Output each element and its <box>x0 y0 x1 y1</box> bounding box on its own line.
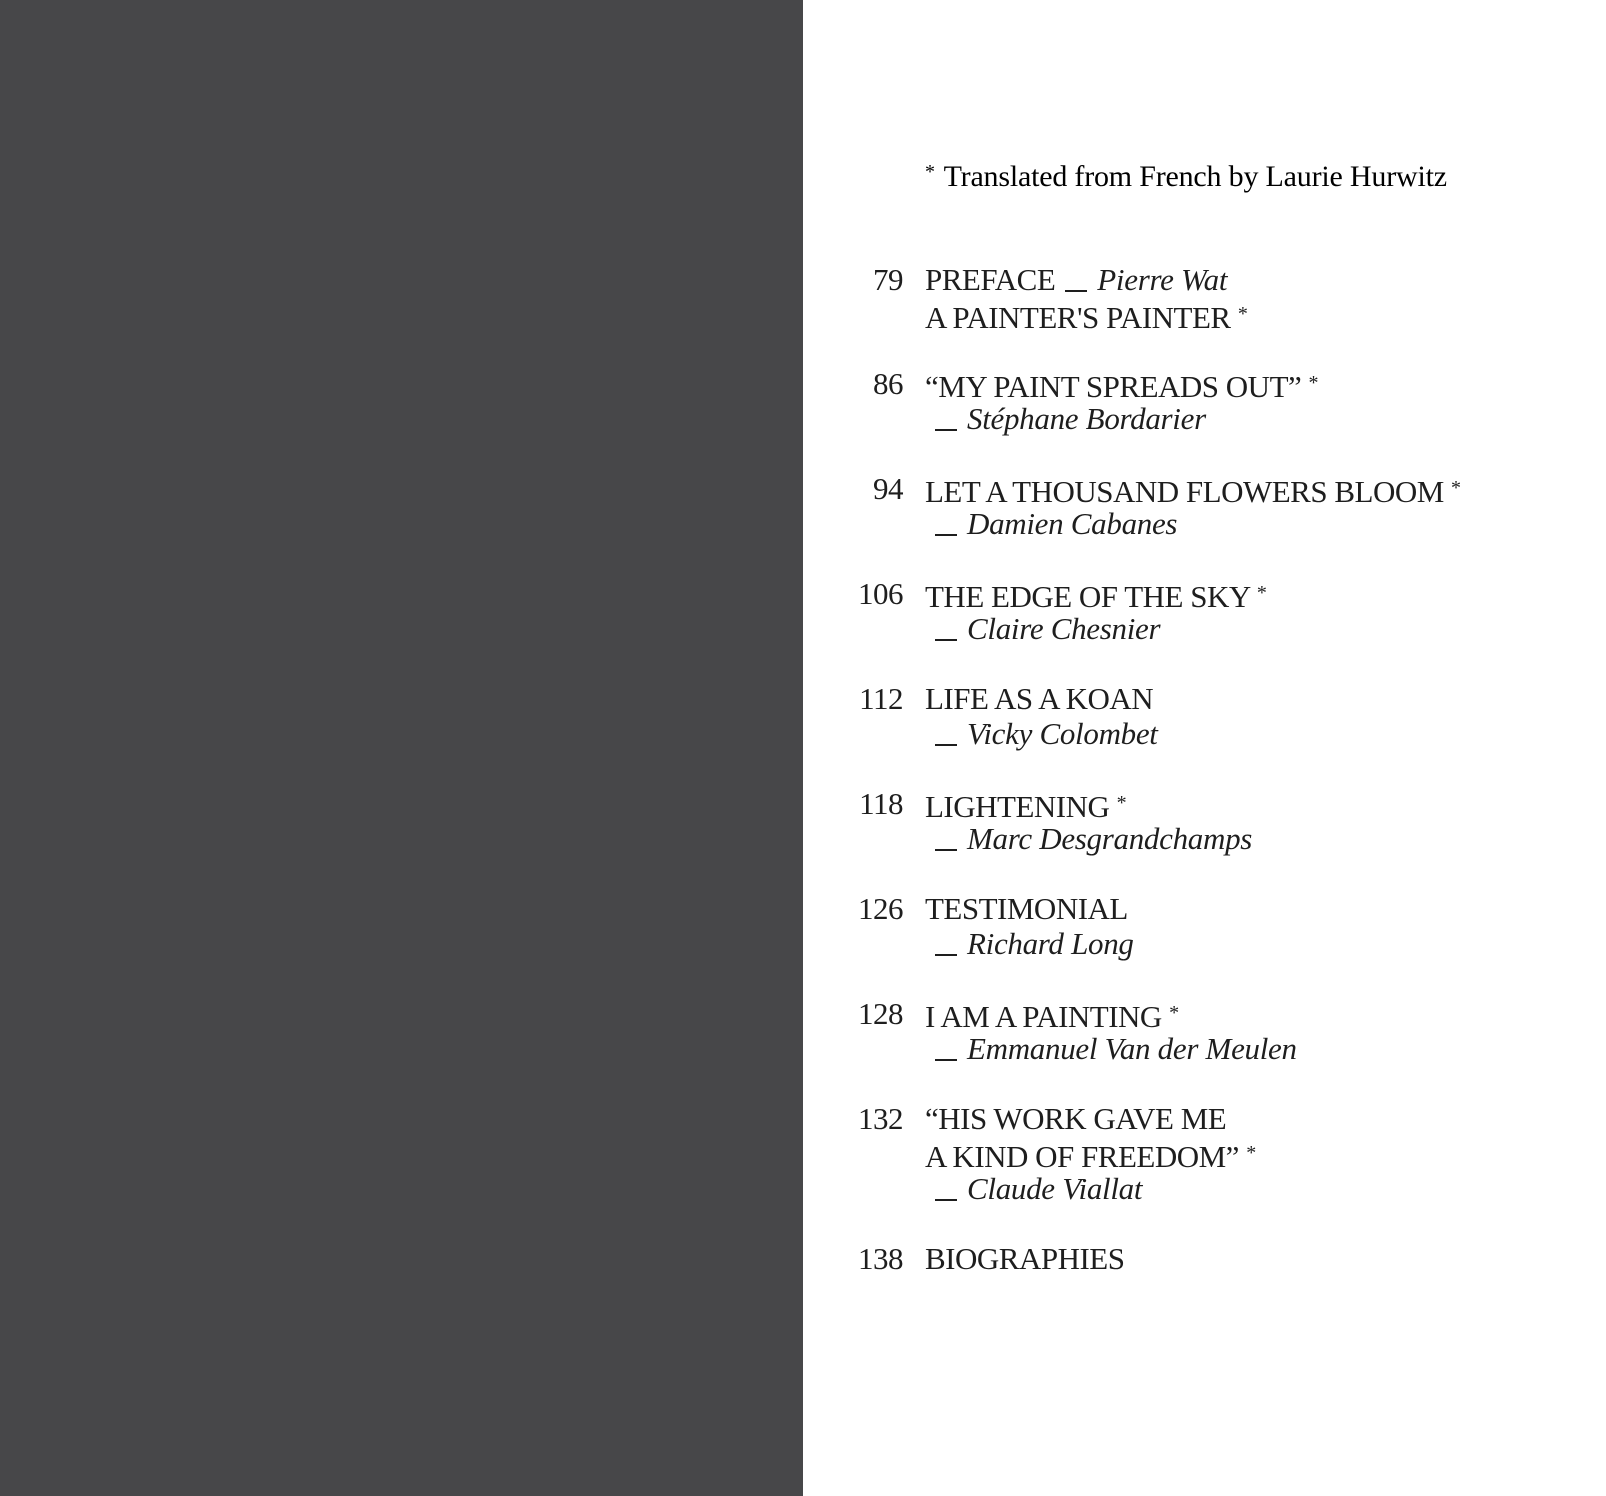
page-number: 86 <box>873 366 903 401</box>
title-line <box>925 297 1248 335</box>
title-line <box>925 681 1158 716</box>
asterisk-icon: * <box>925 161 935 183</box>
page-number: 126 <box>858 891 903 926</box>
asterisk-icon: * <box>1451 477 1461 499</box>
title-line <box>925 891 1134 926</box>
dash-icon <box>935 1059 957 1061</box>
page-number: 132 <box>858 1101 903 1136</box>
author-line <box>925 611 1266 646</box>
dash-icon <box>935 1199 957 1201</box>
entry-title: TESTIMONIAL <box>925 891 1128 926</box>
entry-title: LIFE AS A KOAN <box>925 681 1154 716</box>
title-line <box>925 1136 1256 1174</box>
author-line <box>925 1171 1256 1206</box>
entry-title: A KIND OF FREEDOM” <box>925 1139 1239 1174</box>
title-line <box>925 1241 1124 1276</box>
entry-author: Pierre Wat <box>1097 262 1228 297</box>
entry-author: Richard Long <box>967 926 1134 961</box>
page-number: 112 <box>859 681 903 716</box>
title-line <box>925 471 1461 509</box>
page-number: 106 <box>858 576 903 611</box>
dash-icon <box>935 849 957 851</box>
entry-author: Stéphane Bordarier <box>967 401 1206 436</box>
page-number: 79 <box>873 262 903 297</box>
page-number: 128 <box>858 996 903 1031</box>
dash-icon <box>935 534 957 536</box>
entry-author: Emmanuel Van der Meulen <box>967 1031 1297 1066</box>
entry-author: Marc Desgrandchamps <box>967 821 1253 856</box>
entry-title: “HIS WORK GAVE ME <box>925 1101 1227 1136</box>
entry-title: I AM A PAINTING <box>925 999 1162 1034</box>
author-line <box>925 926 1134 961</box>
asterisk-icon: * <box>1256 582 1267 604</box>
author-line <box>925 716 1158 751</box>
title-line <box>925 996 1297 1034</box>
author-line <box>925 1031 1297 1066</box>
entry-author: Damien Cabanes <box>967 506 1178 541</box>
entry-title: A PAINTER'S PAINTER <box>925 300 1231 335</box>
dash-icon <box>935 639 957 641</box>
dash-icon <box>935 429 957 431</box>
title-line <box>925 262 1247 297</box>
entry-title: LIGHTENING <box>925 789 1110 824</box>
asterisk-icon: * <box>1237 303 1248 325</box>
entry-author: Vicky Colombet <box>967 716 1158 751</box>
title-line <box>925 1101 1256 1136</box>
dash-icon <box>935 744 957 746</box>
entry-title: BIOGRAPHIES <box>925 1241 1125 1276</box>
asterisk-icon: * <box>1116 792 1127 814</box>
author-line <box>925 821 1252 856</box>
entry-title: “MY PAINT SPREADS OUT” <box>925 369 1302 404</box>
entry-author: Claire Chesnier <box>967 611 1161 646</box>
entry-title: PREFACE <box>925 262 1056 297</box>
asterisk-icon: * <box>1308 372 1319 394</box>
page-number: 118 <box>859 786 903 821</box>
title-line <box>925 786 1252 824</box>
asterisk-icon: * <box>1246 1142 1256 1164</box>
dash-icon <box>935 954 957 956</box>
author-line <box>925 401 1318 436</box>
translation-note-text: Translated from French by Laurie Hurwitz <box>943 160 1447 193</box>
title-line <box>925 576 1267 614</box>
entry-author: Claude Viallat <box>967 1171 1143 1206</box>
page-number: 138 <box>858 1241 903 1276</box>
author-line <box>925 506 1461 541</box>
entry-title: LET A THOUSAND FLOWERS BLOOM <box>925 474 1444 509</box>
title-line <box>925 366 1319 404</box>
asterisk-icon: * <box>1169 1002 1179 1024</box>
dash-icon <box>1065 290 1087 292</box>
entry-title: THE EDGE OF THE SKY <box>925 579 1250 614</box>
page-number: 94 <box>873 471 903 506</box>
